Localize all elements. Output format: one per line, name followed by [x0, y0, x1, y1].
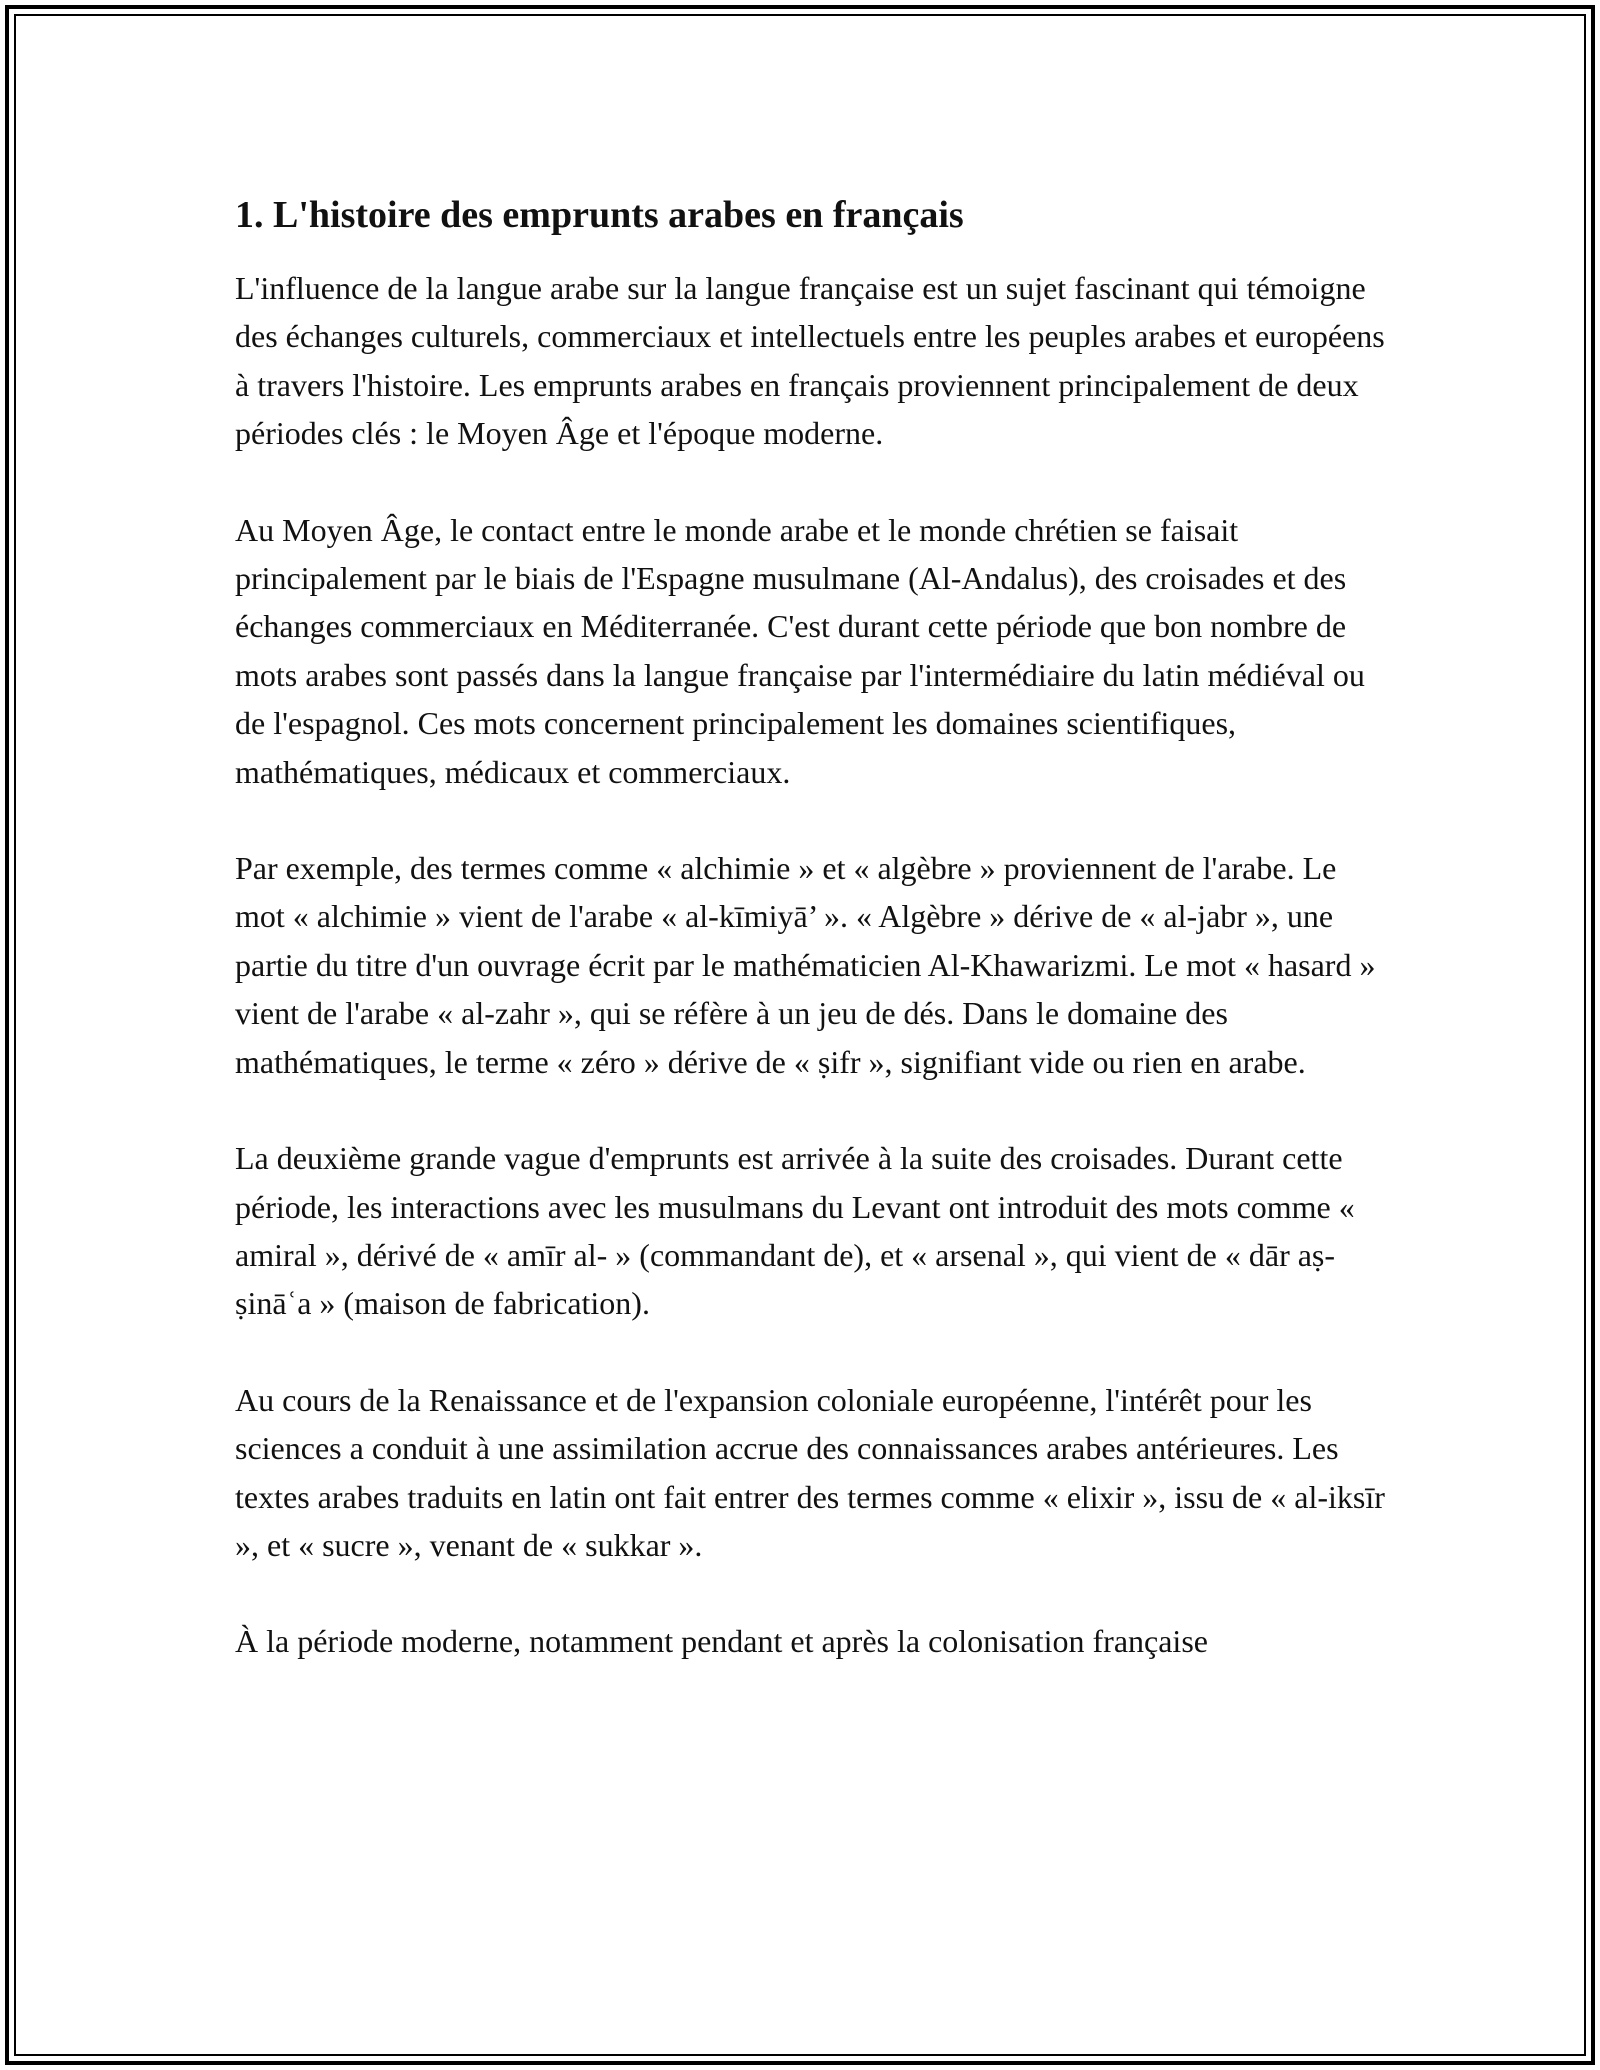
document-body — [235, 188, 1385, 1714]
paragraph-moderne: À la période moderne, notamment pendant et après la colonisation française — [235, 1623, 1208, 1660]
section-heading: 1. L'histoire des emprunts arabes en français — [235, 194, 964, 236]
paragraph-moyen-age: Au Moyen Âge, le contact entre le monde arabe et le monde chrétien se faisait principalement par le biais de l'Espagne musulmane (Al-Andalus), des croisades et des échanges commerciaux en Méditerranée. C'est durant cette période que bon nombre de mots arabes sont passés dans la langue française par l'intermédiaire du latin médiéval ou de l'espagnol. Ces mots concernent principalement les domaines scientifiques, mathématiques, médicaux et commerciaux. — [235, 511, 1365, 790]
paragraph-examples: Par exemple, des termes comme « alchimie » et « algèbre » proviennent de l'arabe. Le mot « alchimie » vient de l'arabe « al-kīmiyā’ ». « Algèbre » dérive de « al-jabr », une partie du titre d'un ouvrage écrit par le mathématicien Al-Khawarizmi. Le mot « hasard » vient de l'arabe « al-zahr », qui se réfère à un jeu de dés. Dans le domaine des mathématiques, le terme « zéro » dérive de « ṣifr », signifiant vide ou rien en arabe. — [235, 850, 1376, 1080]
paragraph-croisades: La deuxième grande vague d'emprunts est arrivée à la suite des croisades. Durant cette période, les interactions avec les musulmans du Levant ont introduit des mots comme « amiral », dérivé de « amīr al- » (commandant de), et « arsenal », qui vient de « dār aṣ-ṣināʿa » (maison de fabrication). — [235, 1140, 1355, 1322]
paragraph-intro: L'influence de la langue arabe sur la langue française est un sujet fascinant qui témoigne des échanges culturels, commerciaux et intellectuels entre les peuples arabes et européens à travers l'histoire. Les emprunts arabes en français proviennent principalement de deux périodes clés : le Moyen Âge et l'époque moderne. — [235, 270, 1385, 452]
paragraph-renaissance: Au cours de la Renaissance et de l'expansion coloniale européenne, l'intérêt pour les sciences a conduit à une assimilation accrue des connaissances arabes antérieures. Les textes arabes traduits en latin ont fait entrer des termes comme « elixir », issu de « al-iksīr », et « sucre », venant de « sukkar ». — [235, 1381, 1385, 1563]
